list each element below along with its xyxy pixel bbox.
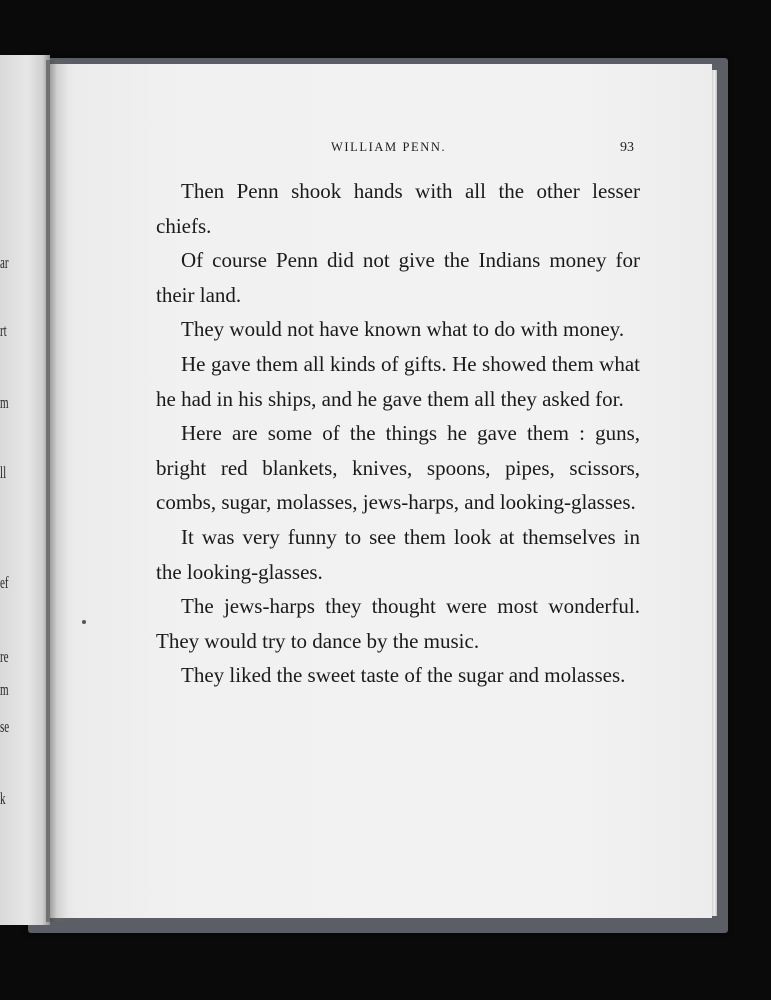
paper-spot [82,620,86,624]
left-page-fragment: ll [0,463,7,482]
paragraph: They liked the sweet taste of the sugar and molasses. [181,663,626,688]
left-page-fragment: re [0,647,9,666]
left-page-fragment: ef [0,573,9,592]
left-page-fragment: ar [0,253,9,272]
left-page-fragment: m [0,680,9,699]
paragraph: Of course Penn did not give the Indians money for their land. [156,248,640,307]
left-page-fragment: m [0,393,9,412]
page-number: 93 [620,140,634,155]
gutter-shadow [46,60,68,922]
paragraph: They would not have known what to do with money. [181,317,625,342]
running-head: WILLIAM PENN. [331,140,447,154]
paragraph: Here are some of the things he gave them : guns, bright red blankets, knives, spoons, pipes, scissors, combs, sugar, molasses, jews-harps, and looking-glasses. [156,421,640,515]
paragraph: Then Penn shook hands with all the other lesser chiefs. [156,179,640,238]
page-body [156,174,640,693]
left-page-fragment: se [0,717,10,736]
page-edge [712,70,717,916]
left-page-edge [0,55,50,925]
paragraph: It was very funny to see them look at themselves in the looking-glasses. [156,524,640,584]
left-page-fragment: rt [0,321,7,340]
left-page-fragment: k [0,789,6,808]
paragraph: The jews-harps they thought were most wonderful. They would try to dance by the music. [156,594,640,653]
paragraph: He gave them all kinds of gifts. He showed them what he had in his ships, and he gave them all they asked for. [156,351,640,411]
